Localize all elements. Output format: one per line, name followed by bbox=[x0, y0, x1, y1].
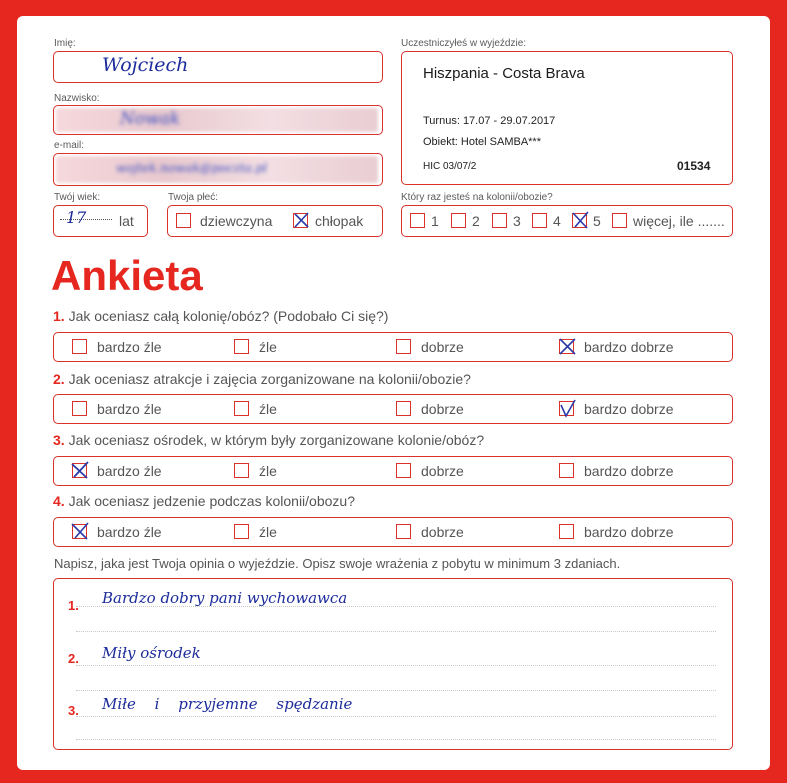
opinion-rule bbox=[76, 690, 716, 691]
question-2 bbox=[53, 371, 471, 387]
q3-checkbox-good[interactable] bbox=[396, 463, 411, 478]
q4-checkbox-very-good[interactable] bbox=[559, 524, 574, 539]
name-label: Imię: bbox=[54, 38, 76, 49]
question-1-number: 1. bbox=[53, 308, 65, 324]
opinion-line-3-rule bbox=[76, 716, 716, 717]
opinion-line-3-number: 3. bbox=[68, 703, 79, 718]
name-value: Wojciech bbox=[102, 54, 189, 76]
gender-checkbox-girl[interactable] bbox=[176, 213, 191, 228]
q1-checkbox-good[interactable] bbox=[396, 339, 411, 354]
trip-code: HIC 03/07/2 bbox=[423, 161, 477, 172]
opinion-line-3-text: Miłe i przyjemne spędzanie bbox=[102, 695, 353, 713]
question-2-text: Jak oceniasz atrakcje i zajęcia zorganizowane na kolonii/obozie? bbox=[68, 371, 471, 387]
surname-value-blurred: Nowak bbox=[120, 109, 181, 129]
times-checkbox-more[interactable] bbox=[612, 213, 627, 228]
gender-field bbox=[167, 205, 383, 237]
gender-checkbox-boy[interactable] bbox=[293, 213, 308, 228]
times-option-1: 1 bbox=[431, 213, 439, 229]
q1-checkbox-very-bad[interactable] bbox=[72, 339, 87, 354]
q2-checkbox-very-good[interactable] bbox=[559, 401, 574, 416]
age-field[interactable] bbox=[53, 205, 148, 237]
q3-option-very-bad: bardzo źle bbox=[97, 463, 162, 479]
q2-checkbox-very-bad[interactable] bbox=[72, 401, 87, 416]
opinion-line-2-rule bbox=[76, 665, 716, 666]
trip-obiekt: Obiekt: Hotel SAMBA*** bbox=[423, 136, 541, 148]
trip-number: 01534 bbox=[677, 159, 711, 173]
times-field bbox=[401, 205, 733, 237]
q2-option-very-bad: bardzo źle bbox=[97, 401, 162, 417]
q4-checkbox-bad[interactable] bbox=[234, 524, 249, 539]
name-field[interactable] bbox=[53, 51, 383, 83]
gender-label: Twoja płeć: bbox=[168, 192, 219, 203]
times-checkbox-4[interactable] bbox=[532, 213, 547, 228]
opinion-rule bbox=[76, 739, 716, 740]
q2-checkbox-bad[interactable] bbox=[234, 401, 249, 416]
gender-option-girl: dziewczyna bbox=[200, 213, 273, 229]
survey-title: Ankieta bbox=[51, 252, 203, 299]
trip-label: Uczestniczyłeś w wyjeździe: bbox=[401, 38, 527, 49]
q2-option-bad: źle bbox=[259, 401, 277, 417]
times-option-2: 2 bbox=[472, 213, 480, 229]
checkmark-tick-icon bbox=[558, 399, 577, 418]
question-4-text: Jak oceniasz jedzenie podczas kolonii/obozu? bbox=[68, 493, 355, 509]
question-3-text: Jak oceniasz ośrodek, w którym były zorganizowane kolonie/obóz? bbox=[68, 432, 485, 448]
question-4-number: 4. bbox=[53, 493, 65, 509]
question-3-number: 3. bbox=[53, 432, 65, 448]
q4-option-very-good: bardzo dobrze bbox=[584, 524, 674, 540]
opinion-line-2-number: 2. bbox=[68, 651, 79, 666]
question-4-options bbox=[53, 517, 733, 547]
question-1-options bbox=[53, 332, 733, 362]
age-unit: lat bbox=[119, 213, 134, 229]
times-option-more: więcej, ile ....... bbox=[633, 213, 725, 229]
opinion-rule bbox=[76, 631, 716, 632]
checkmark-x-icon bbox=[71, 522, 90, 541]
opinion-textarea[interactable] bbox=[53, 578, 733, 750]
times-option-4: 4 bbox=[553, 213, 561, 229]
opinion-line-2-text: Miły ośrodek bbox=[102, 644, 201, 662]
q2-option-good: dobrze bbox=[421, 401, 464, 417]
q4-option-very-bad: bardzo źle bbox=[97, 524, 162, 540]
q1-option-very-bad: bardzo źle bbox=[97, 339, 162, 355]
q3-checkbox-bad[interactable] bbox=[234, 463, 249, 478]
trip-box bbox=[401, 51, 733, 185]
checkmark-x-icon bbox=[571, 211, 590, 230]
email-value-blurred: wojtek.nowak@poczta.pl bbox=[116, 161, 268, 175]
opinion-prompt: Napisz, jaka jest Twoja opinia o wyjeździe. Opisz swoje wrażenia z pobytu w minimum 3 zdaniach. bbox=[54, 556, 621, 571]
question-4 bbox=[53, 493, 355, 509]
q2-option-very-good: bardzo dobrze bbox=[584, 401, 674, 417]
checkmark-x-icon bbox=[71, 461, 90, 480]
question-2-options bbox=[53, 394, 733, 424]
q4-checkbox-very-bad[interactable] bbox=[72, 524, 87, 539]
checkmark-x-icon bbox=[558, 337, 577, 356]
q1-checkbox-very-good[interactable] bbox=[559, 339, 574, 354]
times-option-5: 5 bbox=[593, 213, 601, 229]
q1-option-bad: źle bbox=[259, 339, 277, 355]
question-3 bbox=[53, 432, 484, 448]
q4-option-good: dobrze bbox=[421, 524, 464, 540]
question-2-number: 2. bbox=[53, 371, 65, 387]
times-label: Który raz jesteś na kolonii/obozie? bbox=[401, 192, 553, 203]
age-value: 17 bbox=[66, 208, 87, 227]
surname-label: Nazwisko: bbox=[54, 93, 100, 104]
opinion-line-1-number: 1. bbox=[68, 598, 79, 613]
question-1-text: Jak oceniasz całą kolonię/obóz? (Podobało Ci się?) bbox=[68, 308, 389, 324]
q4-option-bad: źle bbox=[259, 524, 277, 540]
times-checkbox-5[interactable] bbox=[572, 213, 587, 228]
q2-checkbox-good[interactable] bbox=[396, 401, 411, 416]
q3-option-good: dobrze bbox=[421, 463, 464, 479]
q3-checkbox-very-good[interactable] bbox=[559, 463, 574, 478]
gender-option-boy: chłopak bbox=[315, 213, 364, 229]
q3-option-very-good: bardzo dobrze bbox=[584, 463, 674, 479]
opinion-line-1-rule bbox=[76, 606, 716, 607]
surname-field[interactable] bbox=[53, 105, 383, 135]
checkmark-x-icon bbox=[292, 211, 311, 230]
times-checkbox-1[interactable] bbox=[410, 213, 425, 228]
age-label: Twój wiek: bbox=[54, 192, 101, 203]
form-sheet bbox=[17, 16, 770, 770]
q1-checkbox-bad[interactable] bbox=[234, 339, 249, 354]
q1-option-good: dobrze bbox=[421, 339, 464, 355]
privacy-blur bbox=[56, 108, 378, 132]
email-label: e-mail: bbox=[54, 140, 85, 151]
trip-destination: Hiszpania - Costa Brava bbox=[423, 65, 585, 82]
q4-checkbox-good[interactable] bbox=[396, 524, 411, 539]
q3-checkbox-very-bad[interactable] bbox=[72, 463, 87, 478]
question-3-options bbox=[53, 456, 733, 486]
q3-option-bad: źle bbox=[259, 463, 277, 479]
email-field[interactable] bbox=[53, 153, 383, 186]
times-checkbox-2[interactable] bbox=[451, 213, 466, 228]
trip-turnus: Turnus: 17.07 - 29.07.2017 bbox=[423, 115, 556, 127]
q1-option-very-good: bardzo dobrze bbox=[584, 339, 674, 355]
opinion-line-1-text: Bardzo dobry pani wychowawca bbox=[102, 589, 348, 607]
question-1 bbox=[53, 308, 388, 324]
times-option-3: 3 bbox=[513, 213, 521, 229]
times-checkbox-3[interactable] bbox=[492, 213, 507, 228]
